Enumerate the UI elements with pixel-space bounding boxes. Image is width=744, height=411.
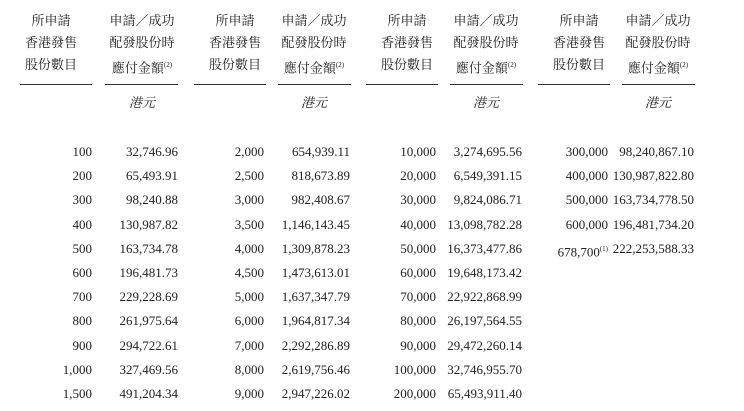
- header-rule: [20, 84, 92, 85]
- shares-cell: 100,000: [393, 361, 436, 377]
- shares-cell: 500,000: [565, 192, 608, 208]
- currency-unit: 港元: [644, 95, 671, 110]
- amount-cell: 261,975.64: [119, 313, 178, 329]
- shares-cell: 2,000: [234, 144, 264, 159]
- amount-cell: 1,964,817.34: [281, 313, 350, 329]
- shares-cell: 5,000: [234, 289, 264, 305]
- shares-cell: 100: [72, 144, 92, 159]
- shares-cell: 200: [72, 168, 92, 184]
- header-rule: [622, 84, 695, 85]
- amount-header-2: 申請／成功 配發股份時 應付金額$^{(2)}$: [281, 13, 347, 76]
- header-rule: [105, 84, 178, 85]
- shares-cell: 8,000: [234, 361, 264, 377]
- amount-cell: 22,922,868.99: [447, 289, 522, 305]
- amount-cell: 3,274,695.56: [453, 144, 522, 159]
- amount-cell: 2,292,286.89: [281, 337, 350, 353]
- amount-cell: 654,939.11: [291, 144, 350, 159]
- amount-cell: 2,947,226.02: [281, 386, 350, 402]
- amount-cell: 491,204.34: [119, 386, 178, 402]
- header-rule: [366, 84, 438, 85]
- shares-cell: 700: [72, 289, 92, 305]
- shares-column: [235, 140, 264, 406]
- shares-cell: 20,000: [400, 168, 436, 184]
- amount-header-1: 申請／成功 配發股份時 應付金額$^{(2)}$: [109, 13, 175, 76]
- amount-cell: 9,824,086.71: [453, 192, 522, 208]
- shares-cell: 90,000: [400, 337, 436, 353]
- shares-cell: 30,000: [400, 192, 436, 208]
- amount-cell: 1,309,878.23: [281, 240, 350, 256]
- amount-cell: 294,722.61: [119, 337, 178, 353]
- amount-cell: 26,197,564.55: [447, 313, 522, 329]
- amount-cell: 98,240,867.10: [619, 144, 694, 159]
- amount-column: [447, 140, 522, 406]
- shares-cell: 50,000: [400, 240, 436, 256]
- shares-cell: 70,000: [400, 289, 436, 305]
- currency-unit: 港元: [472, 95, 499, 110]
- amount-column: [613, 140, 694, 261]
- amount-column: [120, 140, 179, 406]
- shares-cell: 400,000: [565, 168, 608, 184]
- shares-header-4: 所申請 香港發售 股份數目: [552, 13, 605, 72]
- amount-cell: 1,473,613.01: [281, 265, 350, 281]
- header-rule: [450, 84, 523, 85]
- header-rule: [538, 84, 610, 85]
- shares-cell: 4,500: [234, 265, 264, 281]
- amount-cell: 98,240.88: [126, 192, 178, 208]
- shares-column: [394, 140, 436, 406]
- amount-cell: 16,373,477.86: [447, 240, 522, 256]
- footnote-marker: (1): [599, 244, 608, 253]
- shares-cell: 60,000: [400, 265, 436, 281]
- shares-cell: 1,500: [62, 386, 92, 402]
- amount-cell: 163,734.78: [119, 240, 178, 256]
- shares-cell: 600: [72, 265, 92, 281]
- shares-cell: 6,000: [234, 313, 264, 329]
- amount-cell: 65,493.91: [126, 168, 178, 184]
- amount-cell: 196,481.73: [119, 265, 178, 281]
- amount-cell: 327,469.56: [119, 361, 178, 377]
- amount-cell: 32,746.96: [126, 144, 178, 159]
- shares-column: [63, 140, 92, 406]
- amount-cell: 19,648,173.42: [447, 265, 522, 281]
- shares-header-3: 所申請 香港發售 股份數目: [380, 13, 433, 72]
- shares-cell: 1,000: [62, 361, 92, 377]
- amount-cell: 818,673.89: [291, 168, 350, 184]
- currency-unit: 港元: [300, 95, 327, 110]
- shares-cell: 600,000: [565, 216, 608, 232]
- shares-cell: 3,000: [234, 192, 264, 208]
- shares-cell: 2,500: [234, 168, 264, 184]
- amount-cell: 130,987,822.80: [612, 168, 694, 184]
- shares-cell: 678,700$^{(1)}$: [557, 244, 608, 260]
- shares-column: [558, 140, 608, 264]
- shares-cell: 4,000: [234, 240, 264, 256]
- amount-header-4: 申請／成功 配發股份時 應付金額$^{(2)}$: [625, 13, 691, 76]
- shares-cell: 200,000: [393, 386, 436, 402]
- header-rule: [194, 84, 266, 85]
- shares-cell: 300: [72, 192, 92, 208]
- amount-cell: 1,146,143.45: [281, 216, 350, 232]
- amount-cell: 13,098,782.28: [447, 216, 522, 232]
- shares-cell: 300,000: [565, 144, 608, 159]
- shares-cell: 40,000: [400, 216, 436, 232]
- shares-cell: 10,000: [400, 144, 436, 159]
- amount-cell: 29,472,260.14: [447, 337, 522, 353]
- currency-unit: 港元: [128, 95, 155, 110]
- amount-cell: 6,549,391.15: [453, 168, 522, 184]
- shares-cell: 900: [72, 337, 92, 353]
- amount-cell: 1,637,347.79: [281, 289, 350, 305]
- amount-cell: 2,619,756.46: [281, 361, 350, 377]
- shares-cell: 400: [72, 216, 92, 232]
- shares-cell: 800: [72, 313, 92, 329]
- amount-cell: 982,408.67: [291, 192, 350, 208]
- amount-header-3: 申請／成功 配發股份時 應付金額$^{(2)}$: [453, 13, 519, 76]
- amount-cell: 196,481,734.20: [612, 216, 694, 232]
- header-rule: [278, 84, 351, 85]
- amount-cell: 222,253,588.33: [612, 240, 694, 256]
- amount-cell: 32,746,955.70: [447, 361, 522, 377]
- shares-header-1: 所申請 香港發售 股份數目: [24, 13, 77, 72]
- amount-cell: 229,228.69: [119, 289, 178, 305]
- shares-cell: 3,500: [234, 216, 264, 232]
- shares-header-2: 所申請 香港發售 股份數目: [208, 13, 261, 72]
- amount-cell: 163,734,778.50: [612, 192, 694, 208]
- amount-cell: 65,493,911.40: [447, 386, 522, 402]
- amount-cell: 130,987.82: [119, 216, 178, 232]
- shares-cell: 500: [72, 240, 92, 256]
- amount-column: [282, 140, 350, 406]
- shares-cell: 9,000: [234, 386, 264, 402]
- shares-cell: 80,000: [400, 313, 436, 329]
- shares-cell: 7,000: [234, 337, 264, 353]
